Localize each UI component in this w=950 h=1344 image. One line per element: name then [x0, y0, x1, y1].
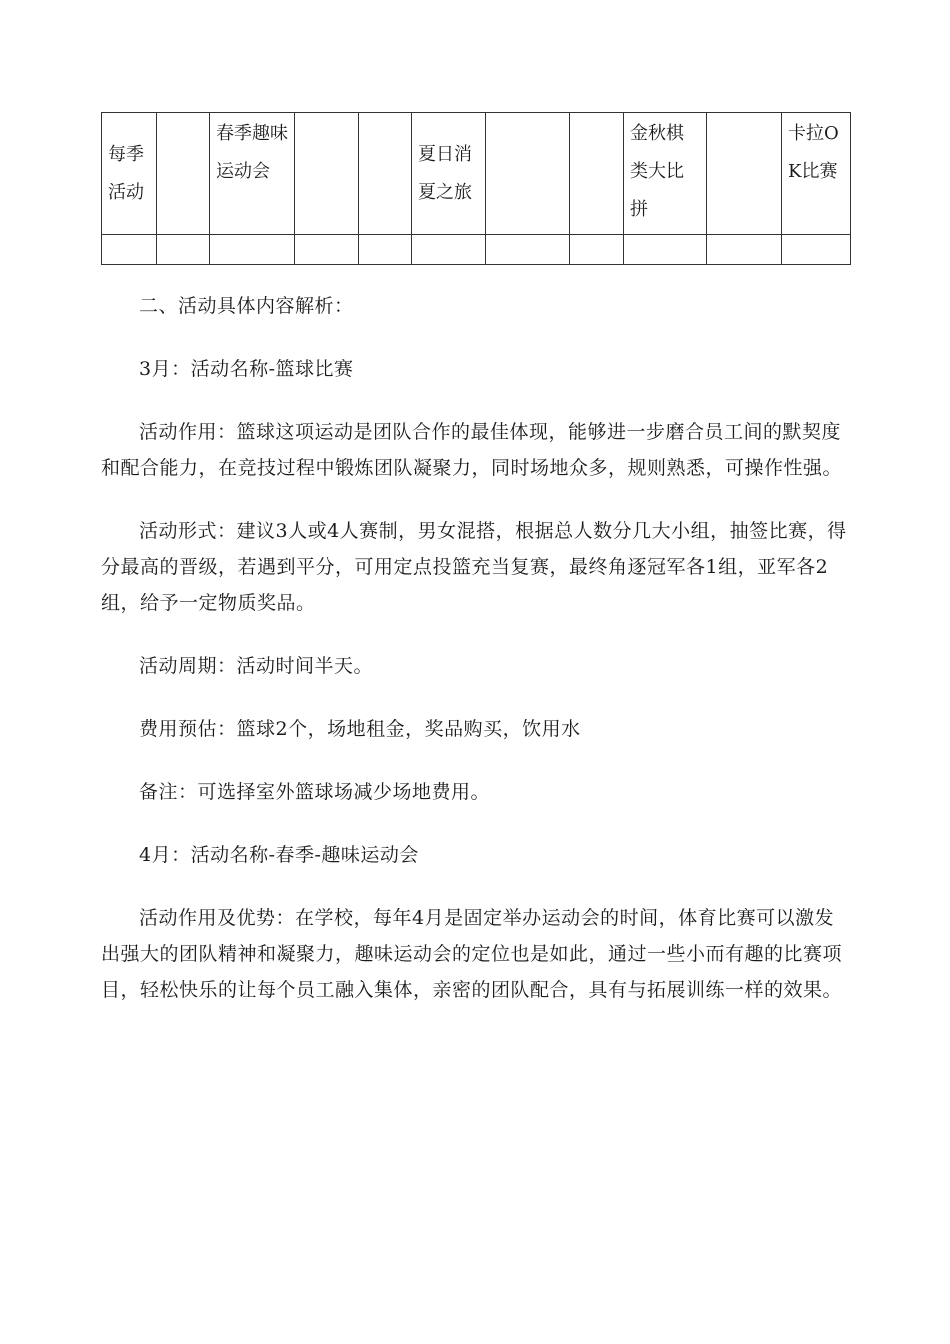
table-cell — [707, 235, 782, 265]
paragraph-april-purpose: 活动作用及优势：在学校，每年4月是固定举办运动会的时间，体育比赛可以激发出强大的团队精神和凝聚力，趣味运动会的定位也是如此，通过一些小而有趣的比赛项目，轻松快乐的让每个员工融入集体，亲密的团队配合，具有与拓展训练一样的效果。 — [101, 907, 843, 1001]
table-cell — [295, 113, 359, 235]
table-cell — [359, 113, 412, 235]
table-cell — [412, 235, 486, 265]
table-cell: 夏日消夏之旅 — [412, 113, 486, 235]
table-cell — [570, 113, 624, 235]
table-cell — [359, 235, 412, 265]
paragraph-march-format: 活动形式：建议3人或4人赛制，男女混搭，根据总人数分几大小组，抽签比赛，得分最高的晋级，若遇到平分，可用定点投篮充当复赛，最终角逐冠军各1组，亚军各2组，给予一定物质奖品。 — [101, 520, 847, 614]
table-cell — [295, 235, 359, 265]
paragraph-march-purpose: 活动作用：篮球这项运动是团队合作的最佳体现，能够进一步磨合员工间的默契度和配合能力，在竞技过程中锻炼团队凝聚力，同时场地众多，规则熟悉，可操作性强。 — [101, 421, 843, 479]
paragraph-march-period: 活动周期：活动时间半天。 — [139, 655, 374, 677]
table-cell: 春季趣味运动会 — [210, 113, 295, 235]
table-cell — [157, 235, 210, 265]
document-body — [101, 288, 851, 1008]
paragraph-march-note: 备注：可选择室外篮球场减少场地费用。 — [139, 781, 491, 803]
table-cell — [157, 113, 210, 235]
paragraph-april-title: 4月：活动名称-春季-趣味运动会 — [139, 844, 419, 866]
table-cell — [782, 235, 851, 265]
activity-schedule-table — [101, 112, 851, 265]
paragraph-march-cost: 费用预估：篮球2个，场地租金，奖品购买，饮用水 — [139, 718, 581, 740]
table-row — [102, 235, 851, 265]
table-cell: 卡拉OK比赛 — [782, 113, 851, 235]
table-cell — [707, 113, 782, 235]
table-cell — [570, 235, 624, 265]
table-cell — [210, 235, 295, 265]
table-cell — [624, 235, 707, 265]
table-cell: 金秋棋类大比拼 — [624, 113, 707, 235]
table-row — [102, 113, 851, 235]
section-heading: 二、活动具体内容解析： — [139, 295, 354, 317]
table-cell — [102, 235, 157, 265]
table-cell — [486, 113, 570, 235]
table-cell — [486, 235, 570, 265]
paragraph-march-title: 3月：活动名称-篮球比赛 — [139, 358, 354, 380]
row-label-cell: 每季活动 — [102, 113, 157, 235]
